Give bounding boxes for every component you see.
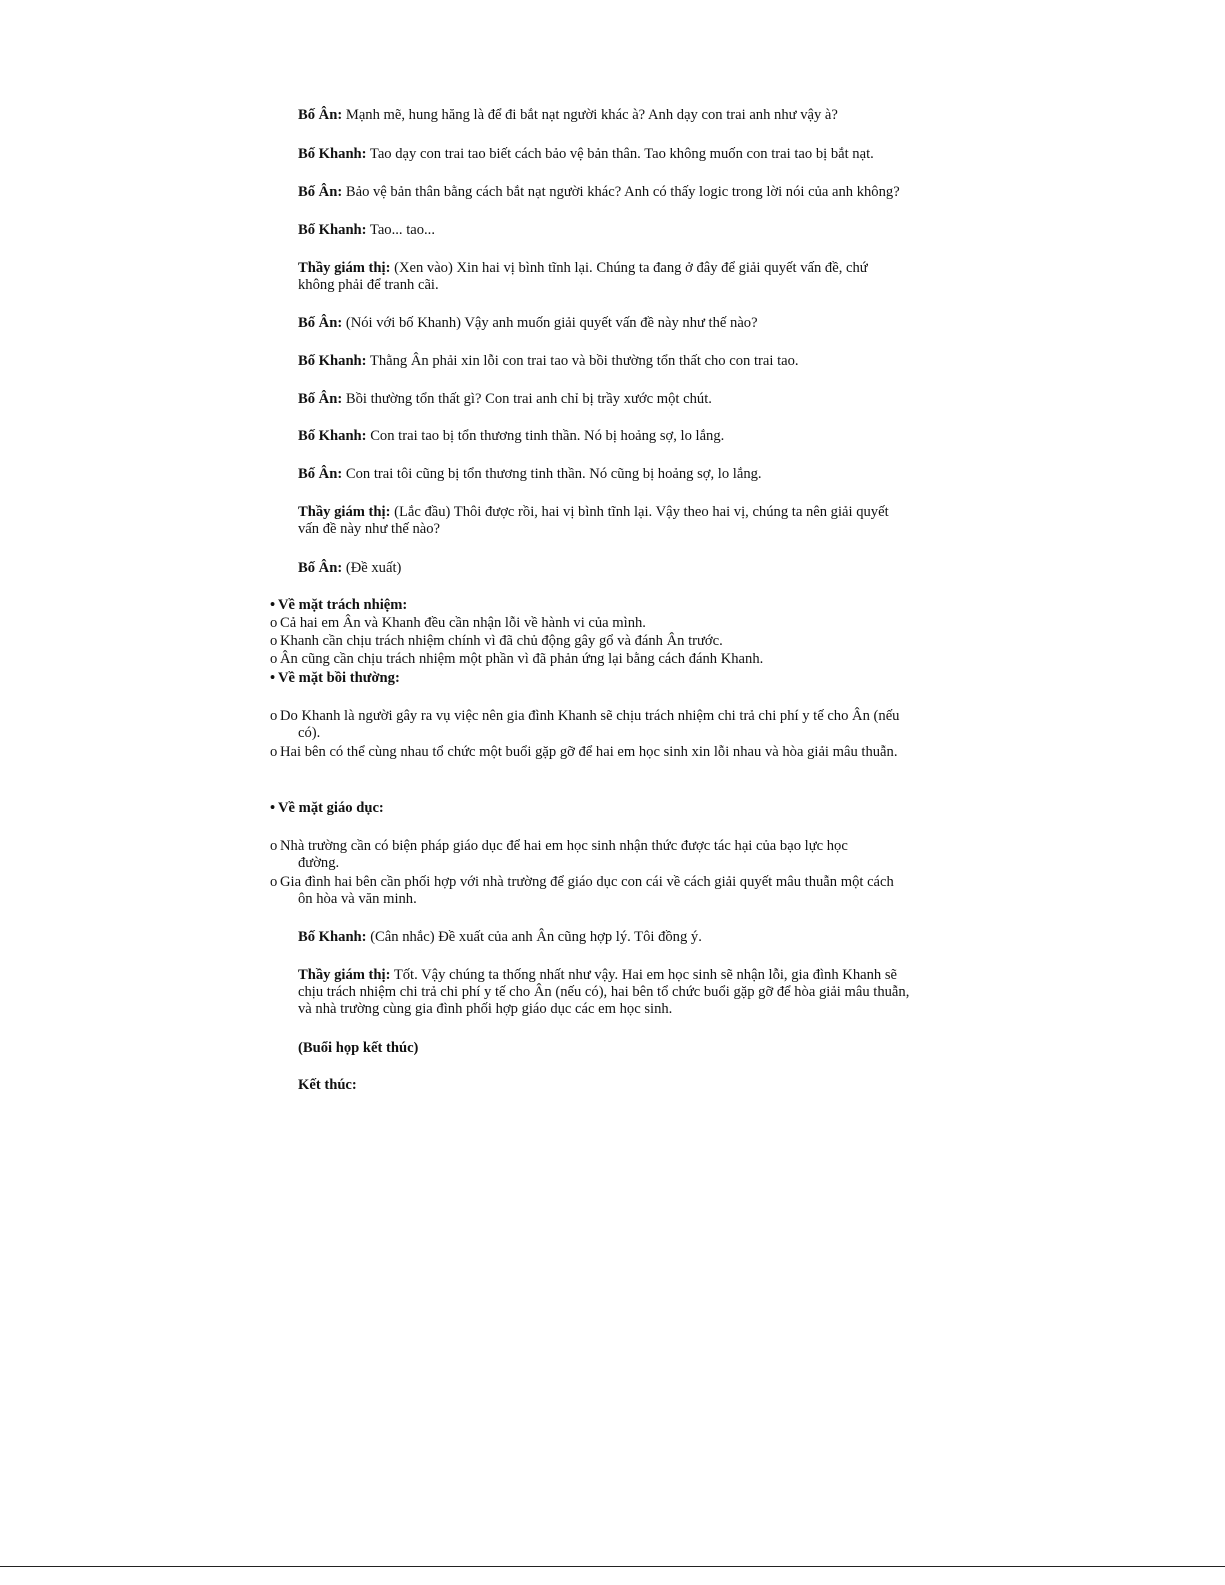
speaker-name: Thầy giám thị: — [298, 260, 391, 276]
dialogue-line — [298, 107, 923, 124]
dialogue-text: (Lắc đầu) Thôi được rồi, hai vị bình tĩnh lại. Vậy theo hai vị, chúng ta nên giải quyết vấn đề này như thế nào? — [298, 504, 889, 537]
dialogue-text: Tốt. Vậy chúng ta thống nhất như vậy. Hai em học sinh sẽ nhận lỗi, gia đình Khanh sẽ chịu trách nhiệm chi trả chi phí y tế cho Ân (nếu có), hai bên tổ chức buổi gặp gỡ để hòa giải mâu thuẫn, và nhà trường cùng gia đình phối hợp giáo dục các em học sinh. — [298, 967, 910, 1017]
dialogue-line — [298, 466, 923, 483]
list-item-text: Khanh cần chịu trách nhiệm chính vì đã chủ động gây gổ và đánh Ân trước. — [280, 633, 723, 649]
circle-bullet-icon: o — [270, 708, 278, 724]
meeting-end-note: (Buổi họp kết thúc) — [298, 1040, 419, 1056]
speaker-name: Bố Ân: — [298, 184, 343, 200]
speaker-name: Bố Ân: — [298, 391, 343, 407]
dialogue-text: Con trai tao bị tổn thương tinh thần. Nó bị hoảng sợ, lo lắng. — [366, 428, 725, 444]
dialogue-text: (Nói với bố Khanh) Vậy anh muốn giải quyết vấn đề này như thế nào? — [342, 315, 758, 331]
dialogue-text: (Đề xuất) — [342, 560, 402, 576]
list-item — [270, 651, 918, 668]
speaker-name: Bố Khanh: — [298, 428, 367, 444]
speaker-name: Bố Khanh: — [298, 353, 367, 369]
circle-bullet-icon: o — [270, 615, 278, 631]
circle-bullet-icon: o — [270, 651, 278, 667]
circle-bullet-icon: o — [270, 874, 278, 890]
list-item-text: Gia đình hai bên cần phối hợp với nhà trường để giáo dục con cái về cách giải quyết mâu thuẫn một cách ôn hòa và văn minh. — [280, 874, 894, 907]
list-item-text: Do Khanh là người gây ra vụ việc nên gia đình Khanh sẽ chịu trách nhiệm chi trả chi phí y tế cho Ân (nếu có). — [280, 708, 900, 741]
list-item-text: Nhà trường cần có biện pháp giáo dục để hai em học sinh nhận thức được tác hại của bạo lực học đường. — [280, 838, 848, 871]
page-bottom-border — [0, 1566, 1225, 1567]
dialogue-text: Thằng Ân phải xin lỗi con trai tao và bồi thường tổn thất cho con trai tao. — [366, 353, 799, 369]
bullet-icon: • — [270, 597, 276, 613]
dialogue-line — [298, 315, 923, 332]
dialogue-line — [298, 560, 923, 577]
dialogue-text: Con trai tôi cũng bị tổn thương tinh thần. Nó cũng bị hoảng sợ, lo lắng. — [342, 466, 762, 482]
dialogue-text: (Xen vào) Xin hai vị bình tĩnh lại. Chúng ta đang ở đây để giải quyết vấn đề, chứ không phải để tranh cãi. — [298, 260, 868, 293]
speaker-name: Thầy giám thị: — [298, 967, 391, 983]
list-item — [270, 708, 918, 742]
speaker-name: Bố Khanh: — [298, 929, 367, 945]
list-item-text: Hai bên có thể cùng nhau tổ chức một buổi gặp gỡ để hai em học sinh xin lỗi nhau và hòa giải mâu thuẫn. — [280, 744, 898, 760]
list-item-text: Cả hai em Ân và Khanh đều cần nhận lỗi về hành vi của mình. — [280, 615, 646, 631]
list-item — [270, 838, 888, 872]
section-heading-responsibility: • Về mặt trách nhiệm: — [270, 597, 408, 613]
list-item — [270, 633, 918, 650]
dialogue-line — [298, 929, 923, 946]
speaker-name: Bố Ân: — [298, 107, 343, 123]
speaker-name: Bố Ân: — [298, 466, 343, 482]
speaker-name: Bố Khanh: — [298, 146, 367, 162]
dialogue-line — [298, 222, 923, 239]
speaker-name: Thầy giám thị: — [298, 504, 391, 520]
section-heading-education: • Về mặt giáo dục: — [270, 800, 384, 816]
speaker-name: Bố Ân: — [298, 315, 343, 331]
bullet-icon: • — [270, 670, 276, 686]
section-heading-compensation: • Về mặt bồi thường: — [270, 670, 400, 686]
dialogue-line — [298, 967, 918, 1018]
list-item-text: Ân cũng cần chịu trách nhiệm một phần vì đã phản ứng lại bằng cách đánh Khanh. — [280, 651, 764, 667]
dialogue-line — [298, 353, 923, 370]
list-item — [270, 874, 908, 908]
dialogue-text: (Cân nhắc) Đề xuất của anh Ân cũng hợp lý. Tôi đồng ý. — [366, 929, 702, 945]
speaker-name: Bố Ân: — [298, 560, 343, 576]
bullet-icon: • — [270, 800, 276, 816]
dialogue-text: Bảo vệ bản thân bằng cách bắt nạt người khác? Anh có thấy logic trong lời nói của anh không? — [342, 184, 900, 200]
dialogue-line — [298, 184, 923, 201]
dialogue-text: Tao... tao... — [366, 222, 435, 238]
dialogue-text: Tao dạy con trai tao biết cách bảo vệ bản thân. Tao không muốn con trai tao bị bắt nạt. — [366, 146, 874, 162]
circle-bullet-icon: o — [270, 838, 278, 854]
list-item — [270, 615, 918, 632]
circle-bullet-icon: o — [270, 744, 278, 760]
list-item — [270, 744, 898, 761]
dialogue-line — [298, 260, 888, 294]
dialogue-line — [298, 428, 923, 445]
speaker-name: Bố Khanh: — [298, 222, 367, 238]
dialogue-line — [298, 146, 923, 163]
dialogue-text: Mạnh mẽ, hung hăng là để đi bắt nạt người khác à? Anh dạy con trai anh như vậy à? — [342, 107, 838, 123]
dialogue-line — [298, 504, 910, 538]
dialogue-line — [298, 391, 923, 408]
circle-bullet-icon: o — [270, 633, 278, 649]
dialogue-text: Bồi thường tổn thất gì? Con trai anh chỉ bị trầy xước một chút. — [342, 391, 712, 407]
ending-label: Kết thúc: — [298, 1077, 357, 1093]
